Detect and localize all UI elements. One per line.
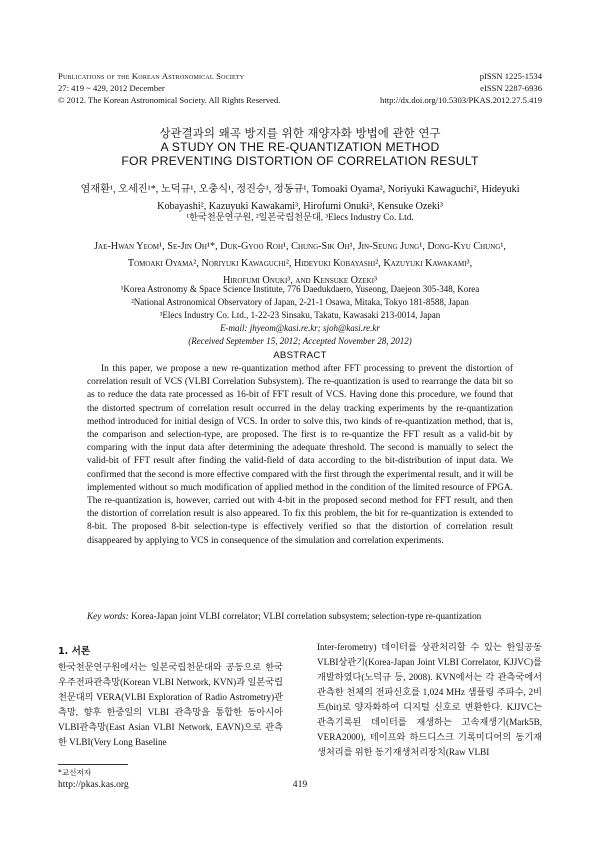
title-korean: 상관결과의 왜곡 방지를 위한 재양자화 방법에 관한 연구 (159, 126, 441, 140)
footer-url[interactable]: http://pkas.kas.org (58, 779, 129, 790)
title-english-line1: A STUDY ON THE RE-QUANTIZATION METHOD (160, 140, 440, 154)
keywords-text: Korea-Japan joint VLBI correlator; VLBI correlation subsystem; selection-type re-quantization (131, 611, 482, 621)
title-english (0, 140, 600, 168)
received-dates: (Received September 15, 2012; Accepted November 28, 2012) (188, 336, 412, 346)
keywords (87, 611, 513, 621)
copyright: © 2012. The Korean Astronomical Society. All Rights Reserved. (58, 95, 281, 105)
affiliations-english (40, 283, 560, 348)
authors-korean-line1: 염재환¹, 오세진¹*, 노덕규¹, 오충식¹, 정진승¹, 정동규¹, Tomoaki Oyama², Noriyuki Kawaguchi², Hideyuki (80, 184, 520, 195)
abstract-text: In this paper, we propose a new re-quantization method after FFT processing to prevent the distortion of correlation result of VCS (VLBI Correlation Subsystem). The re-quantization is used to rearrange the data bit so as to reduce the data rate processed as 16-bit of FFT result of VCS. Having done this procedure, we found that the distorted spectrum of correlation result occurred in the delay tracking experiments by the re-quantization method introduced for initial design of VCS. In order to solve this, two kinds of re-quantization method, that is, the comparison and selection-type, are proposed. The first is to re-quantize the FFT result as a valid-bit by comparing with the input data after determining the adequate threshold. The second is manually to select the valid-bit of FFT result after finding the valid-field of data according to the bit-distribution of input data. We confirmed that the second is more effective compared with the first through the experimental result, and it will be implemented without so much modification of applied method in the condition of the limited resource of FPGA. The re-quantization is, however, carried out with 4-bit in the proposed second method for FFT result, and then the distortion of correlation result is also appeared. To fix this problem, the bit for re-quantization is extended to 8-bit. The proposed 8-bit selection-type is effectively verified so that the distortion of correlation result disappeared by applying to VCS in consequence of the simulation and correlation experiments. (87, 364, 513, 546)
body-column-right: Inter-ferometry) 데이터를 상관처리할 수 있는 한일공동VLBI상관기(Korea-Japan Joint VLBI Correlator, KJJVC)를 개발하였다(노덕규 등, 2008). KVN에서는 각 관측국에서 관측한 천체의 전파신호를 1,024 MHz 샘플링 주파수, 2비트(bit)로 양자화하여 디지털 신호로 변환한다. KJJVC는 관측기록된 데이터를 재생하는 고속재생기(Mark5B, VERA2000), 테이프와 하드디스크 기록미디어의 동기재생처리를 위한 동기재생처리장치(Raw VLBI (317, 642, 542, 757)
keywords-label: Key words: (87, 611, 129, 621)
abstract-heading: ABSTRACT (273, 350, 327, 361)
affiliation-3: ³Elecs Industry Co. Ltd., 1-22-23 Sinsaku, Takatu, Kawasaki 213-0014, Japan (159, 310, 441, 320)
authors-english-line3: Hirofumi Onuki³, and Kensuke Ozeki³ (222, 275, 378, 286)
doi-link[interactable]: http://dx.doi.org/10.5303/PKAS.2012.27.5.419 (380, 95, 542, 105)
affiliation-1: ¹Korea Astronomy & Space Science Institute, 776 Daedukdaero, Yuseong, Daejeon 305-348, Korea (120, 284, 480, 294)
footnote-rule (58, 764, 128, 765)
authors-english (62, 238, 538, 289)
authors-korean-line2: Kobayashi², Kazuyuki Kawakami³, Hirofumi Onuki³, Kensuke Ozeki³ (157, 201, 443, 212)
issn-header (380, 70, 542, 106)
volume-info: 27: 419 ~ 429, 2012 December (58, 83, 165, 93)
email: E-mail: jhyeom@kasi.re.kr; sjoh@kasi.re.kr (220, 323, 380, 333)
authors-english-line1: Jae-Hwan Yeom¹, Se-Jin Oh¹*, Duk-Gyoo Roh¹, Chung-Sik Oh¹, Jin-Seung Jung¹, Dong-Kyu Chung¹, (94, 241, 506, 252)
affiliation-2: ²National Astronomical Observatory of Japan, 2-21-1 Osawa, Mitaka, Tokyo 181-8588, Japan (131, 297, 469, 307)
title-english-line2: FOR PREVENTING DISTORTION OF CORRELATION RESULT (121, 154, 479, 168)
pissn: pISSN 1225-1534 (479, 71, 542, 81)
authors-english-line2: Tomoaki Oyama², Noriyuki Kawaguchi², Hideyuki Kobayashi², Kazuyuki Kawakami³, (127, 258, 473, 269)
page-number: 419 (292, 779, 308, 790)
journal-name: Publications of the Korean Astronomical Society (58, 71, 245, 81)
journal-header (58, 70, 280, 106)
footnote: *교신저자 (58, 768, 92, 777)
section-heading: 1. 서론 (58, 646, 91, 657)
affiliations-korean: ¹한국천문연구원, ²일본국립천문대, ³Elecs Industry Co. Ltd. (186, 212, 414, 222)
body-column-left: 한국천문연구원에서는 일본국립천문대와 공동으로 한국우주전파관측망(Korean VLBI Network, KVN)과 일본국립천문대의 VERA(VLBI Exploration of Radio Astrometry)관측망, 향후 한중일의 VLBI 관측망을 통합한 동아시아VLBI관측망(East Asian VLBI Network, EAVN)으로 관측한 VLBI(Very Long Baseline (58, 662, 283, 747)
eissn: eISSN 2287-6936 (480, 83, 542, 93)
